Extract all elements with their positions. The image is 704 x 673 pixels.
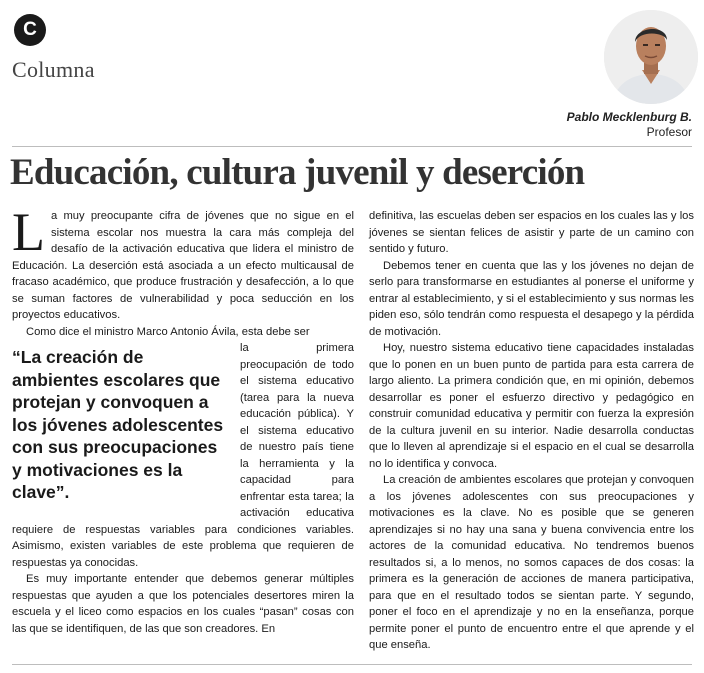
paragraph	[12, 202, 354, 324]
paragraph: definitiva, las escuelas deben ser espacios en los cuales las y los jóvenes se sientan felices de asistir y parte de un camino con sentido y futuro.	[369, 210, 694, 255]
section-label: Columna	[12, 57, 95, 82]
paragraph: Como dice el ministro Marco Antonio Ávila, esta debe ser	[26, 325, 310, 338]
drop-cap: L	[12, 202, 45, 262]
author-photo	[604, 10, 698, 104]
section-badge: C	[14, 14, 46, 46]
author-portrait-icon	[604, 10, 698, 104]
paragraph: la primera preocupación de todo el sistema educativo (tarea para la nueva educación pública). Y el sistema educativo de nuestro país tiene la herramienta y la capacidad para enfrentar esta tarea; la activación educativa requiere de respuestas variables para condiciones variables. Asimismo, existen variables de este problema que requieren de respuestas ya conocidas.	[12, 342, 354, 569]
paragraph: Es muy importante entender que debemos generar múltiples respuestas que ayuden a que los potenciales desertores miren la escuela y el liceo como espacios en los cuales “pasan” cosas con las que se identifiquen, de las que son creadores. En	[12, 573, 354, 635]
paragraph: La creación de ambientes escolares que protejan y convoquen a los jóvenes adolescentes con sus preocupaciones y motivaciones es la clave. No es posible que se generen aprendizajes si no hay una sana y buena convivencia entre los actores de la comunidad educativa. No tendremos buenos resultados si, a lo menos, no somos capaces de dos cosas: la primera es la generación de acciones de manera participativa, para que en el resultado todos se sientan parte. Y segundo, poner el foco en el aprendizaje y no en la enseñanza, porque permite poner el punto de encuentro entre el que aprende y el que enseña.	[369, 474, 694, 651]
paragraph-text: a muy preocupante cifra de jóvenes que no sigue en el sistema escolar nos muestra la cara más compleja del desafío de la activación educativa que lidera el ministro de Educación. La deserción está asociada a un efecto multicausal de fracaso académico, que produce frustración y desafección, a lo que se suman factores de vulnerabilidad y poca seducción en los proyectos educativos.	[12, 210, 354, 321]
article-column-left	[12, 202, 354, 637]
pull-quote: “La creación de ambientes escolares que protejan y convoquen a los jóvenes adolescentes con sus preocupaciones y motivaciones es la clave”.	[12, 347, 224, 502]
article-column-right	[369, 208, 694, 654]
paragraph: Debemos tener en cuenta que las y los jóvenes no dejan de serlo para transformarse en estudiantes al ponerse el uniforme y entrar al establecimiento, y si el establecimiento y sus normas les piden eso, sólo tendrán como respuesta el desapego y la pérdida de motivación.	[369, 259, 694, 338]
top-divider	[12, 146, 692, 147]
author-role: Profesor	[646, 125, 692, 139]
paragraph: Hoy, nuestro sistema educativo tiene capacidades instaladas que lo ponen en un buen punto de partida para esta carrera de largo aliento. La primera condición que, en mi opinión, debemos desarrollar es poner el esfuerzo directivo y pedagógico en construir comunidad educativa y permitir con fuerza la expresión de la cultura juvenil en su interior. Nadie desarrolla conductas que lo lleven al aprendizaje si el espacio en el cual se desarrolla no lo identifica y convoca.	[369, 342, 694, 470]
bottom-divider	[12, 664, 692, 665]
author-name: Pablo Mecklenburg B.	[566, 110, 692, 124]
headline: Educación, cultura juvenil y deserción	[10, 152, 585, 193]
